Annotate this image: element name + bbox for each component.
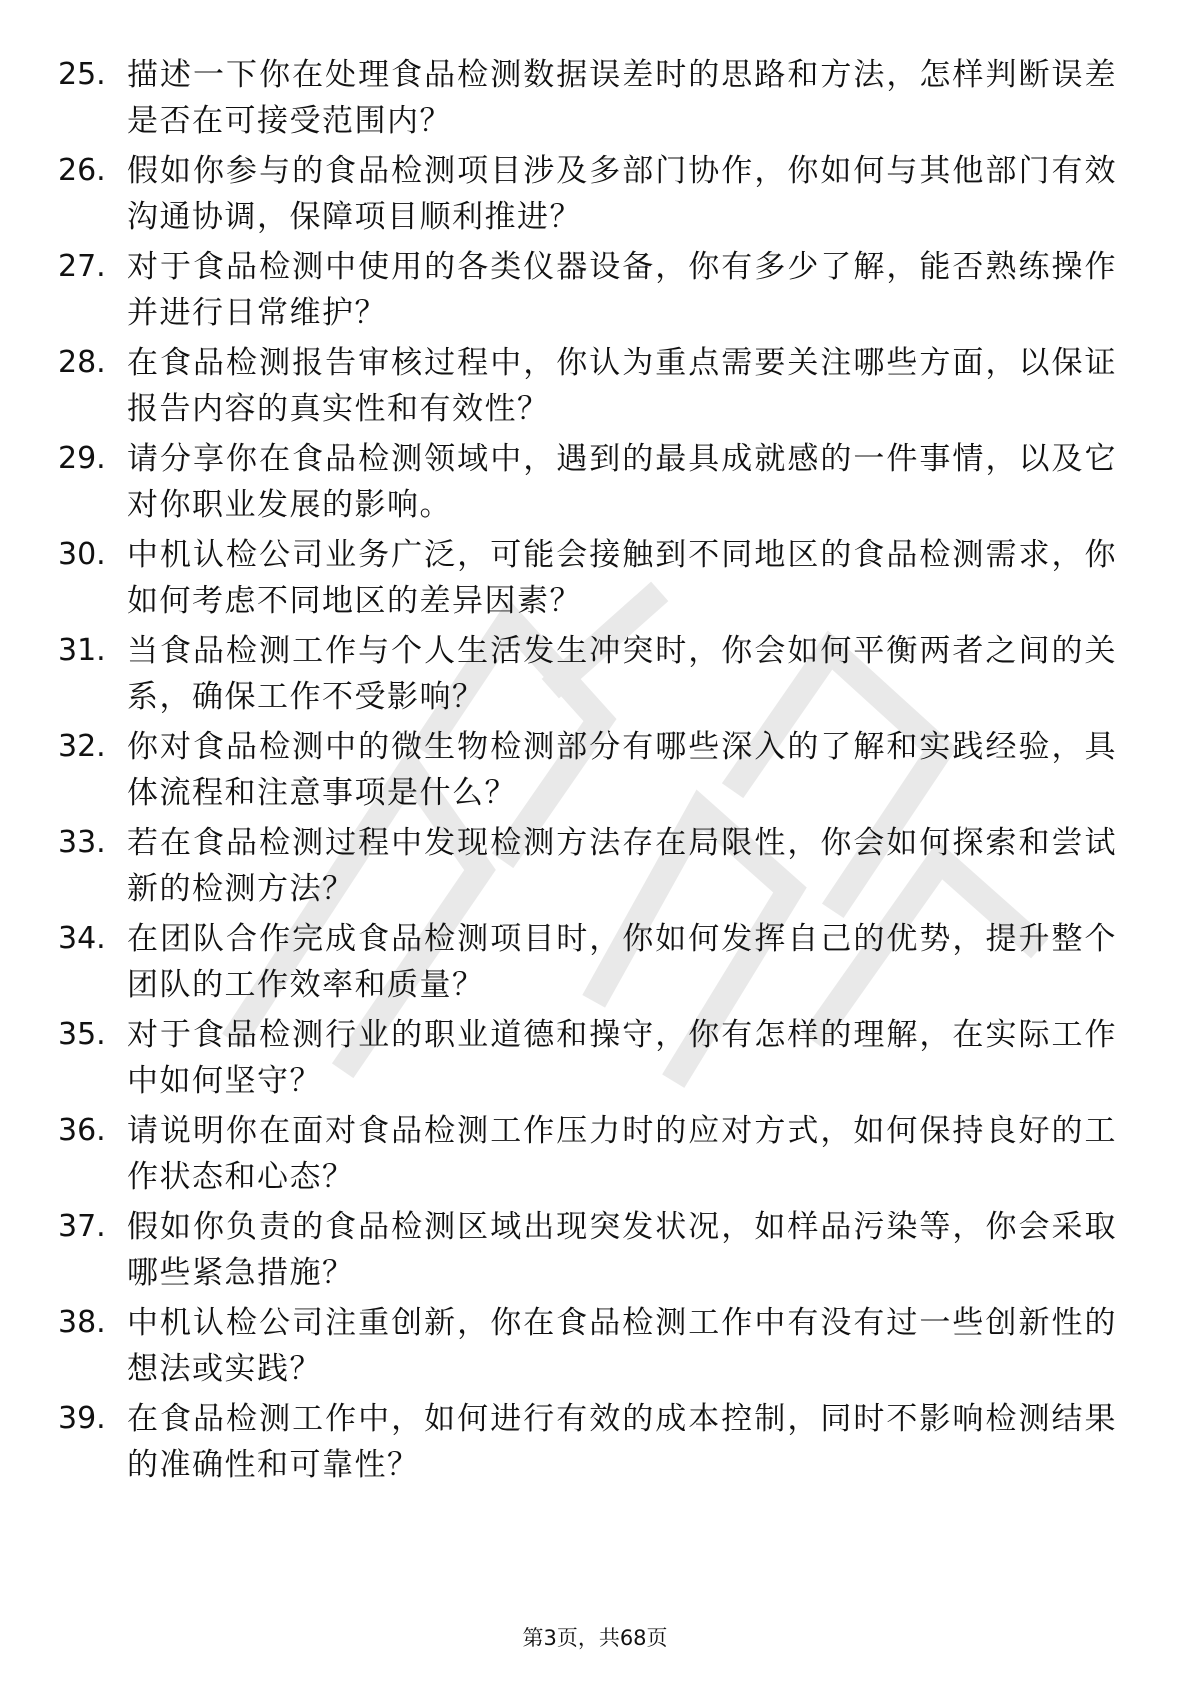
- question-text: 你对食品检测中的微生物检测部分有哪些深入的了解和实践经验，具体流程和注意事项是什么？: [127, 729, 1117, 811]
- question-text: 中机认检公司注重创新，你在食品检测工作中有没有过一些创新性的想法或实践？: [127, 1305, 1117, 1387]
- question-number: 36.: [58, 1113, 106, 1148]
- question-number: 33.: [58, 825, 106, 860]
- question-text: 请说明你在面对食品检测工作压力时的应对方式，如何保持良好的工作状态和心态？: [127, 1113, 1117, 1195]
- question-number: 35.: [58, 1017, 106, 1052]
- question-text: 若在食品检测过程中发现检测方法存在局限性，你会如何探索和尝试新的检测方法？: [127, 825, 1117, 907]
- question-text: 假如你负责的食品检测区域出现突发状况，如样品污染等，你会采取哪些紧急措施？: [127, 1209, 1117, 1291]
- question-number: 31.: [58, 633, 106, 668]
- question-text: 在团队合作完成食品检测项目时，你如何发挥自己的优势，提升整个团队的工作效率和质量？: [127, 921, 1117, 1003]
- question-number: 39.: [58, 1401, 106, 1436]
- question-number: 37.: [58, 1209, 106, 1244]
- question-number: 34.: [58, 921, 106, 956]
- question-number: 29.: [58, 441, 106, 476]
- question-text: 描述一下你在处理食品检测数据误差时的思路和方法，怎样判断误差是否在可接受范围内？: [127, 57, 1117, 139]
- question-text: 在食品检测报告审核过程中，你认为重点需要关注哪些方面，以保证报告内容的真实性和有效性？: [127, 345, 1117, 427]
- question-text: 中机认检公司业务广泛，可能会接触到不同地区的食品检测需求，你如何考虑不同地区的差异因素？: [127, 537, 1117, 619]
- question-text: 对于食品检测中使用的各类仪器设备，你有多少了解，能否熟练操作并进行日常维护？: [127, 249, 1117, 331]
- question-number: 30.: [58, 537, 106, 572]
- question-number: 38.: [58, 1305, 106, 1340]
- question-text: 请分享你在食品检测领域中，遇到的最具成就感的一件事情，以及它对你职业发展的影响。: [127, 441, 1117, 523]
- question-number: 26.: [58, 153, 106, 188]
- question-text: 当食品检测工作与个人生活发生冲突时，你会如何平衡两者之间的关系，确保工作不受影响？: [127, 633, 1117, 715]
- question-text: 对于食品检测行业的职业道德和操守，你有怎样的理解，在实际工作中如何坚守？: [127, 1017, 1117, 1099]
- page-number-footer: 第3页，共68页: [522, 1626, 668, 1650]
- question-number: 25.: [58, 57, 106, 92]
- question-text: 假如你参与的食品检测项目涉及多部门协作，你如何与其他部门有效沟通协调，保障项目顺利推进？: [127, 153, 1117, 235]
- question-text: 在食品检测工作中，如何进行有效的成本控制，同时不影响检测结果的准确性和可靠性？: [127, 1401, 1117, 1483]
- question-number: 32.: [58, 729, 106, 764]
- question-number: 28.: [58, 345, 106, 380]
- question-number: 27.: [58, 249, 106, 284]
